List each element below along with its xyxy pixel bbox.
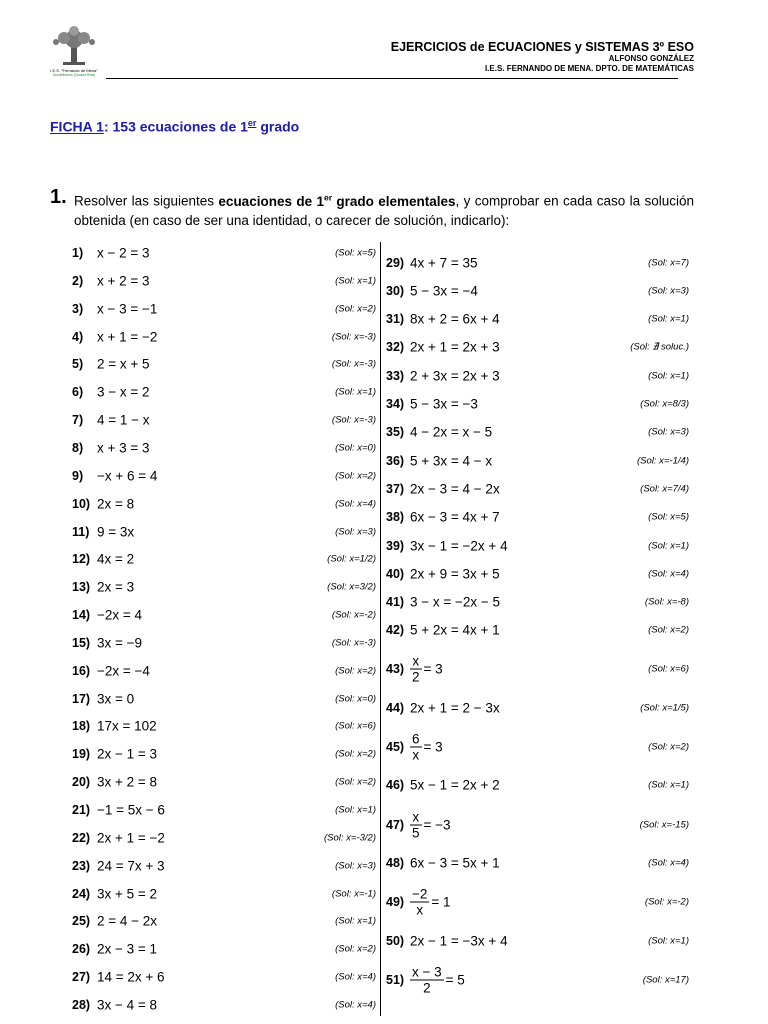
fraction-numerator: −2	[412, 886, 428, 902]
equation-number: 8)	[72, 440, 84, 455]
equation-number: 20)	[72, 775, 91, 790]
equation-number: 21)	[72, 803, 91, 817]
equation-expression: −x + 6 = 4	[97, 468, 158, 484]
equation-solution: (Sol: x=2)	[335, 665, 376, 677]
exercise-instructions	[50, 188, 694, 230]
equation-solution: (Sol: x=2)	[648, 624, 689, 636]
equation-item	[72, 965, 376, 989]
equation-number: 9)	[72, 468, 84, 483]
fraction	[410, 887, 429, 918]
equation-number: 33)	[386, 369, 405, 383]
equation-rest: = 1	[431, 894, 451, 910]
ficha-text: 153 ecuaciones de 1	[108, 118, 248, 135]
equation-expression: 9 = 3x	[97, 524, 135, 539]
equation-expression: 2x − 3 = 4 − 2x	[410, 481, 500, 497]
equation-item	[386, 449, 689, 473]
equation-number: 44)	[386, 701, 405, 715]
equation-solution: (Sol: x=0)	[335, 442, 376, 454]
school-logo	[38, 26, 110, 86]
exercise-number: 1.	[50, 186, 67, 208]
equation-number: 48)	[386, 856, 405, 870]
equation-solution: (Sol: x=2)	[335, 748, 376, 760]
equation-solution: (Sol: x=-3)	[331, 358, 376, 370]
logo-caption: I.E.S. "Fernando de Mena"	[50, 68, 98, 73]
equation-item	[72, 937, 376, 961]
equation-item	[386, 884, 689, 920]
header-divider	[106, 78, 678, 79]
equation-expression: 14 = 2x + 6	[97, 969, 165, 985]
intro-bold-a: ecuaciones de 1	[218, 193, 324, 209]
equation-item	[72, 603, 376, 627]
equation-expression: 5 + 3x = 4 − x	[410, 453, 493, 469]
equation-number: 12)	[72, 552, 91, 567]
equation-number: 28)	[72, 997, 91, 1012]
equation-solution: (Sol: x=4)	[648, 568, 689, 580]
equation-number: 15)	[72, 635, 91, 650]
equation-expression: −2x = 4	[97, 607, 143, 623]
equation-expression: 2x = 8	[97, 496, 135, 512]
equation-expression: 17x = 102	[97, 718, 157, 734]
equation-expression: −1 = 5x − 6	[97, 802, 165, 818]
equation-expression: 2x = 3	[97, 579, 135, 595]
equation-item	[72, 882, 376, 906]
equation-solution: (Sol: x=3)	[335, 526, 376, 537]
equation-solution: (Sol: x=-2)	[644, 896, 689, 908]
equation-item	[72, 380, 376, 404]
fraction	[410, 810, 422, 841]
equation-expression	[410, 810, 451, 841]
equation-expression: 2 = x + 5	[97, 356, 150, 372]
equation-solution: (Sol: x=7/4)	[640, 483, 689, 495]
document-header	[391, 40, 694, 74]
equation-item	[386, 307, 689, 331]
equation-solution: (Sol: x=1)	[648, 313, 689, 325]
equation-expression: 8x + 2 = 6x + 4	[410, 311, 500, 327]
equation-item	[386, 364, 689, 388]
equation-expression: 5x − 1 = 2x + 2	[410, 777, 500, 793]
equation-item	[72, 547, 376, 571]
equation-solution: (Sol: x=4)	[335, 971, 376, 983]
fraction-denominator: x	[412, 747, 420, 763]
equation-solution: (Sol: x=4)	[648, 857, 689, 869]
fraction-numerator: x − 3	[412, 964, 442, 980]
equation-solution: (Sol: x=-3)	[331, 637, 376, 649]
equation-number: 46)	[386, 778, 405, 792]
equation-number: 38)	[386, 510, 405, 524]
equation-item	[72, 826, 376, 850]
equation-number: 25)	[72, 914, 91, 929]
fraction-numerator: x	[410, 654, 422, 670]
equation-number: 22)	[72, 830, 91, 845]
intro-text-b: , y comprobar en cada caso la solución obtenida (en caso de ser una identidad, o carecer de solución, indicarlo):	[74, 193, 694, 228]
ficha-text-end: grado	[256, 118, 300, 135]
equation-expression: 2x − 1 = −3x + 4	[410, 933, 508, 949]
equation-item	[72, 854, 376, 878]
school-name: I.E.S. FERNANDO DE MENA. DPTO. DE MATEMÁTICAS	[484, 64, 694, 73]
column-divider	[380, 242, 381, 1016]
equation-item	[72, 325, 376, 349]
equation-expression: 3x + 2 = 8	[97, 774, 158, 790]
equation-expression: x + 3 = 3	[97, 440, 150, 456]
equation-solution: (Sol: x=0)	[335, 693, 376, 705]
equation-expression	[410, 887, 451, 918]
equation-item	[386, 534, 689, 558]
equation-solution: (Sol: x=6)	[648, 663, 689, 675]
equation-solution: (Sol: x=5)	[335, 247, 376, 259]
equation-item	[386, 851, 689, 875]
equation-solution: (Sol: x=7)	[648, 257, 689, 269]
equation-number: 23)	[72, 858, 91, 873]
instructions-text	[74, 188, 694, 230]
equation-solution: (Sol: x=2)	[335, 303, 376, 315]
equation-expression: x + 1 = −2	[97, 329, 158, 345]
equation-expression: 2x + 1 = 2 − 3x	[410, 700, 500, 716]
equation-rest: = 3	[423, 661, 443, 677]
equation-solution: (Sol: x=3/2)	[327, 581, 376, 593]
equation-solution: (Sol: x=1)	[335, 915, 376, 927]
equation-solution: (Sol: x=2)	[335, 943, 376, 955]
equation-expression: 5 − 3x = −3	[410, 396, 478, 412]
equation-solution: (Sol: x=-1)	[331, 888, 376, 900]
equation-item	[72, 352, 376, 376]
equation-number: 5)	[72, 357, 84, 372]
equation-number: 42)	[386, 623, 405, 637]
equation-number: 41)	[386, 595, 405, 609]
equation-item	[72, 770, 376, 794]
equation-rest: = 5	[445, 972, 465, 988]
equation-number: 2)	[72, 273, 84, 288]
equation-expression: 4x = 2	[97, 551, 135, 567]
equation-item	[72, 464, 376, 488]
equation-expression: 6x − 3 = 4x + 7	[410, 509, 500, 525]
equation-expression: 3x − 1 = −2x + 4	[410, 538, 508, 554]
equation-item	[386, 929, 689, 953]
equation-item	[386, 251, 689, 275]
equation-solution: (Sol: x=4)	[335, 498, 376, 510]
equation-number: 29)	[386, 256, 405, 270]
intro-text-a: Resolver las siguientes	[74, 193, 219, 209]
equation-item	[72, 575, 376, 599]
equation-expression: 2x + 1 = 2x + 3	[410, 339, 500, 355]
equation-rest: = −3	[423, 817, 451, 833]
equation-item	[386, 420, 689, 444]
equation-item	[72, 492, 376, 516]
equation-number: 18)	[72, 719, 91, 734]
equation-number: 4)	[72, 329, 84, 344]
equation-number: 30)	[386, 284, 405, 298]
equation-expression: 3 − x = −2x − 5	[410, 594, 501, 610]
equation-item	[386, 807, 689, 843]
equation-item	[72, 631, 376, 655]
equation-expression: 2 + 3x = 2x + 3	[410, 368, 500, 384]
equation-expression	[410, 965, 465, 996]
equation-expression: 2x − 1 = 3	[97, 746, 158, 762]
equation-solution: (Sol: x=2)	[648, 741, 689, 753]
equation-item	[72, 297, 376, 321]
worksheet-heading	[50, 118, 299, 135]
equation-expression: 6x − 3 = 5x + 1	[410, 855, 500, 871]
equation-number: 40)	[386, 567, 405, 581]
equation-item	[72, 742, 376, 766]
fraction-denominator: 2	[412, 669, 420, 685]
equation-expression: −2x = −4	[97, 663, 150, 679]
equation-number: 16)	[72, 663, 91, 678]
equation-expression	[410, 654, 443, 685]
equation-solution: (Sol: x=3)	[648, 426, 689, 438]
equation-item	[72, 798, 376, 822]
equation-item	[72, 520, 376, 544]
equation-number: 34)	[386, 397, 405, 411]
equation-expression: 4x + 7 = 35	[410, 255, 478, 271]
equation-number: 39)	[386, 539, 405, 553]
equation-number: 43)	[386, 662, 405, 676]
equation-item	[386, 962, 689, 998]
fraction-denominator: 2	[423, 980, 431, 996]
tree-logo-icon	[49, 26, 99, 68]
equation-solution: (Sol: x=-15)	[639, 819, 689, 831]
equation-expression: x + 2 = 3	[97, 273, 150, 289]
equation-item	[72, 659, 376, 683]
equation-number: 6)	[72, 385, 84, 400]
equation-number: 11)	[72, 524, 90, 539]
equation-solution: (Sol: x=-1/4)	[636, 455, 689, 467]
equation-solution: (Sol: x=1/5)	[640, 702, 689, 714]
ficha-colon: :	[103, 118, 109, 135]
equation-solution: (Sol: x=-8)	[644, 596, 689, 608]
intro-sup: er	[323, 192, 333, 202]
equation-expression: 24 = 7x + 3	[97, 858, 165, 874]
equation-item	[72, 241, 376, 265]
equation-item	[386, 651, 689, 687]
equation-solution: (Sol: x=1)	[335, 275, 376, 287]
equation-expression	[410, 732, 443, 763]
fraction	[410, 654, 422, 685]
equation-item	[386, 696, 689, 720]
equation-item	[386, 505, 689, 529]
equation-expression: 3x = 0	[97, 691, 135, 707]
equation-expression: 2x + 9 = 3x + 5	[410, 566, 500, 582]
equation-item	[72, 408, 376, 432]
equation-solution: (Sol: x=2)	[335, 776, 376, 788]
equation-item	[386, 773, 689, 797]
equation-number: 32)	[386, 340, 405, 354]
equation-number: 14)	[72, 608, 91, 623]
equation-expression: 3x + 5 = 2	[97, 886, 158, 902]
logo-subcaption: Socuéllamos (Ciudad Real)	[52, 73, 96, 77]
equation-number: 51)	[386, 973, 405, 987]
fraction	[410, 965, 444, 996]
equation-number: 50)	[386, 934, 405, 948]
equation-solution: (Sol: x=-3/2)	[323, 832, 376, 844]
ficha-label: FICHA 1	[50, 118, 104, 135]
document-title: EJERCICIOS de ECUACIONES y SISTEMAS 3º ESO	[390, 40, 694, 54]
equation-expression: 3 − x = 2	[97, 384, 150, 400]
equation-solution: (Sol: x=3)	[335, 860, 376, 872]
equation-solution: (Sol: x=8/3)	[640, 398, 689, 410]
equation-number: 36)	[386, 454, 405, 468]
fraction-numerator: x	[410, 810, 422, 826]
equation-number: 17)	[72, 691, 91, 706]
equation-solution: (Sol: x=-2)	[331, 609, 376, 621]
equation-number: 3)	[72, 301, 84, 316]
equation-solution: (Sol: x=6)	[335, 720, 376, 732]
equation-number: 35)	[386, 425, 405, 439]
equation-solution: (Sol: x=1)	[648, 935, 689, 947]
equation-solution: (Sol: ∄ soluc.)	[630, 341, 689, 353]
equation-item	[72, 714, 376, 738]
fraction-denominator: 5	[412, 825, 420, 841]
equation-expression: 4 − 2x = x − 5	[410, 424, 493, 440]
equation-rest: = 3	[423, 739, 443, 755]
equation-solution: (Sol: x=1)	[335, 386, 376, 398]
equation-solution: (Sol: x=5)	[648, 511, 689, 523]
equation-solution: (Sol: x=1)	[648, 540, 689, 552]
fraction-numerator: 6	[412, 731, 420, 747]
equation-number: 1)	[72, 246, 84, 260]
equation-item	[72, 436, 376, 460]
equation-item	[386, 729, 689, 765]
equation-expression: x − 3 = −1	[97, 301, 158, 317]
equation-item	[386, 562, 689, 586]
equation-number: 49)	[386, 895, 405, 909]
equation-expression: 2x + 1 = −2	[97, 830, 165, 846]
equation-solution: (Sol: x=1/2)	[327, 553, 376, 565]
equation-item	[386, 335, 689, 359]
equation-number: 13)	[72, 580, 91, 595]
equation-item	[386, 618, 689, 642]
equation-expression: 5 − 3x = −4	[410, 283, 478, 299]
ficha-sup: er	[247, 118, 257, 128]
equation-solution: (Sol: x=4)	[335, 999, 376, 1011]
equation-expression: 4 = 1 − x	[97, 412, 150, 428]
equation-expression: 3x − 4 = 8	[97, 997, 158, 1013]
equation-expression: x − 2 = 3	[97, 245, 150, 261]
equation-number: 26)	[72, 942, 91, 957]
equation-number: 19)	[72, 747, 91, 762]
equation-solution: (Sol: x=-3)	[331, 414, 376, 426]
equation-expression: 2 = 4 − 2x	[97, 913, 158, 929]
equation-item	[72, 909, 376, 933]
equation-number: 7)	[72, 413, 84, 428]
fraction-denominator: x	[416, 902, 424, 918]
equation-number: 10)	[72, 496, 91, 511]
equation-item	[386, 392, 689, 416]
equation-expression: 3x = −9	[97, 635, 143, 651]
equation-solution: (Sol: x=3)	[648, 285, 689, 297]
equation-item	[72, 269, 376, 293]
equation-solution: (Sol: x=1)	[335, 804, 376, 816]
equation-number: 37)	[386, 482, 405, 496]
equation-item	[386, 590, 689, 614]
equation-item	[72, 993, 376, 1017]
equation-item	[72, 687, 376, 711]
equation-number: 47)	[386, 818, 405, 832]
equation-expression: 5 + 2x = 4x + 1	[410, 622, 500, 638]
equation-solution: (Sol: x=1)	[648, 370, 689, 382]
equation-number: 31)	[386, 312, 405, 326]
author-name: ALFONSO GONZÁLEZ	[608, 54, 694, 63]
equation-number: 27)	[72, 970, 91, 985]
equation-solution: (Sol: x=17)	[642, 974, 689, 986]
equation-solution: (Sol: x=2)	[335, 470, 376, 482]
equation-number: 45)	[386, 740, 405, 754]
equation-solution: (Sol: x=-3)	[331, 331, 376, 343]
intro-bold-b: grado elementales	[332, 193, 456, 209]
equation-item	[386, 477, 689, 501]
equation-item	[386, 279, 689, 303]
equation-expression: 2x − 3 = 1	[97, 941, 158, 957]
equation-number: 24)	[72, 886, 91, 901]
equation-solution: (Sol: x=1)	[648, 779, 689, 791]
fraction	[410, 732, 422, 763]
